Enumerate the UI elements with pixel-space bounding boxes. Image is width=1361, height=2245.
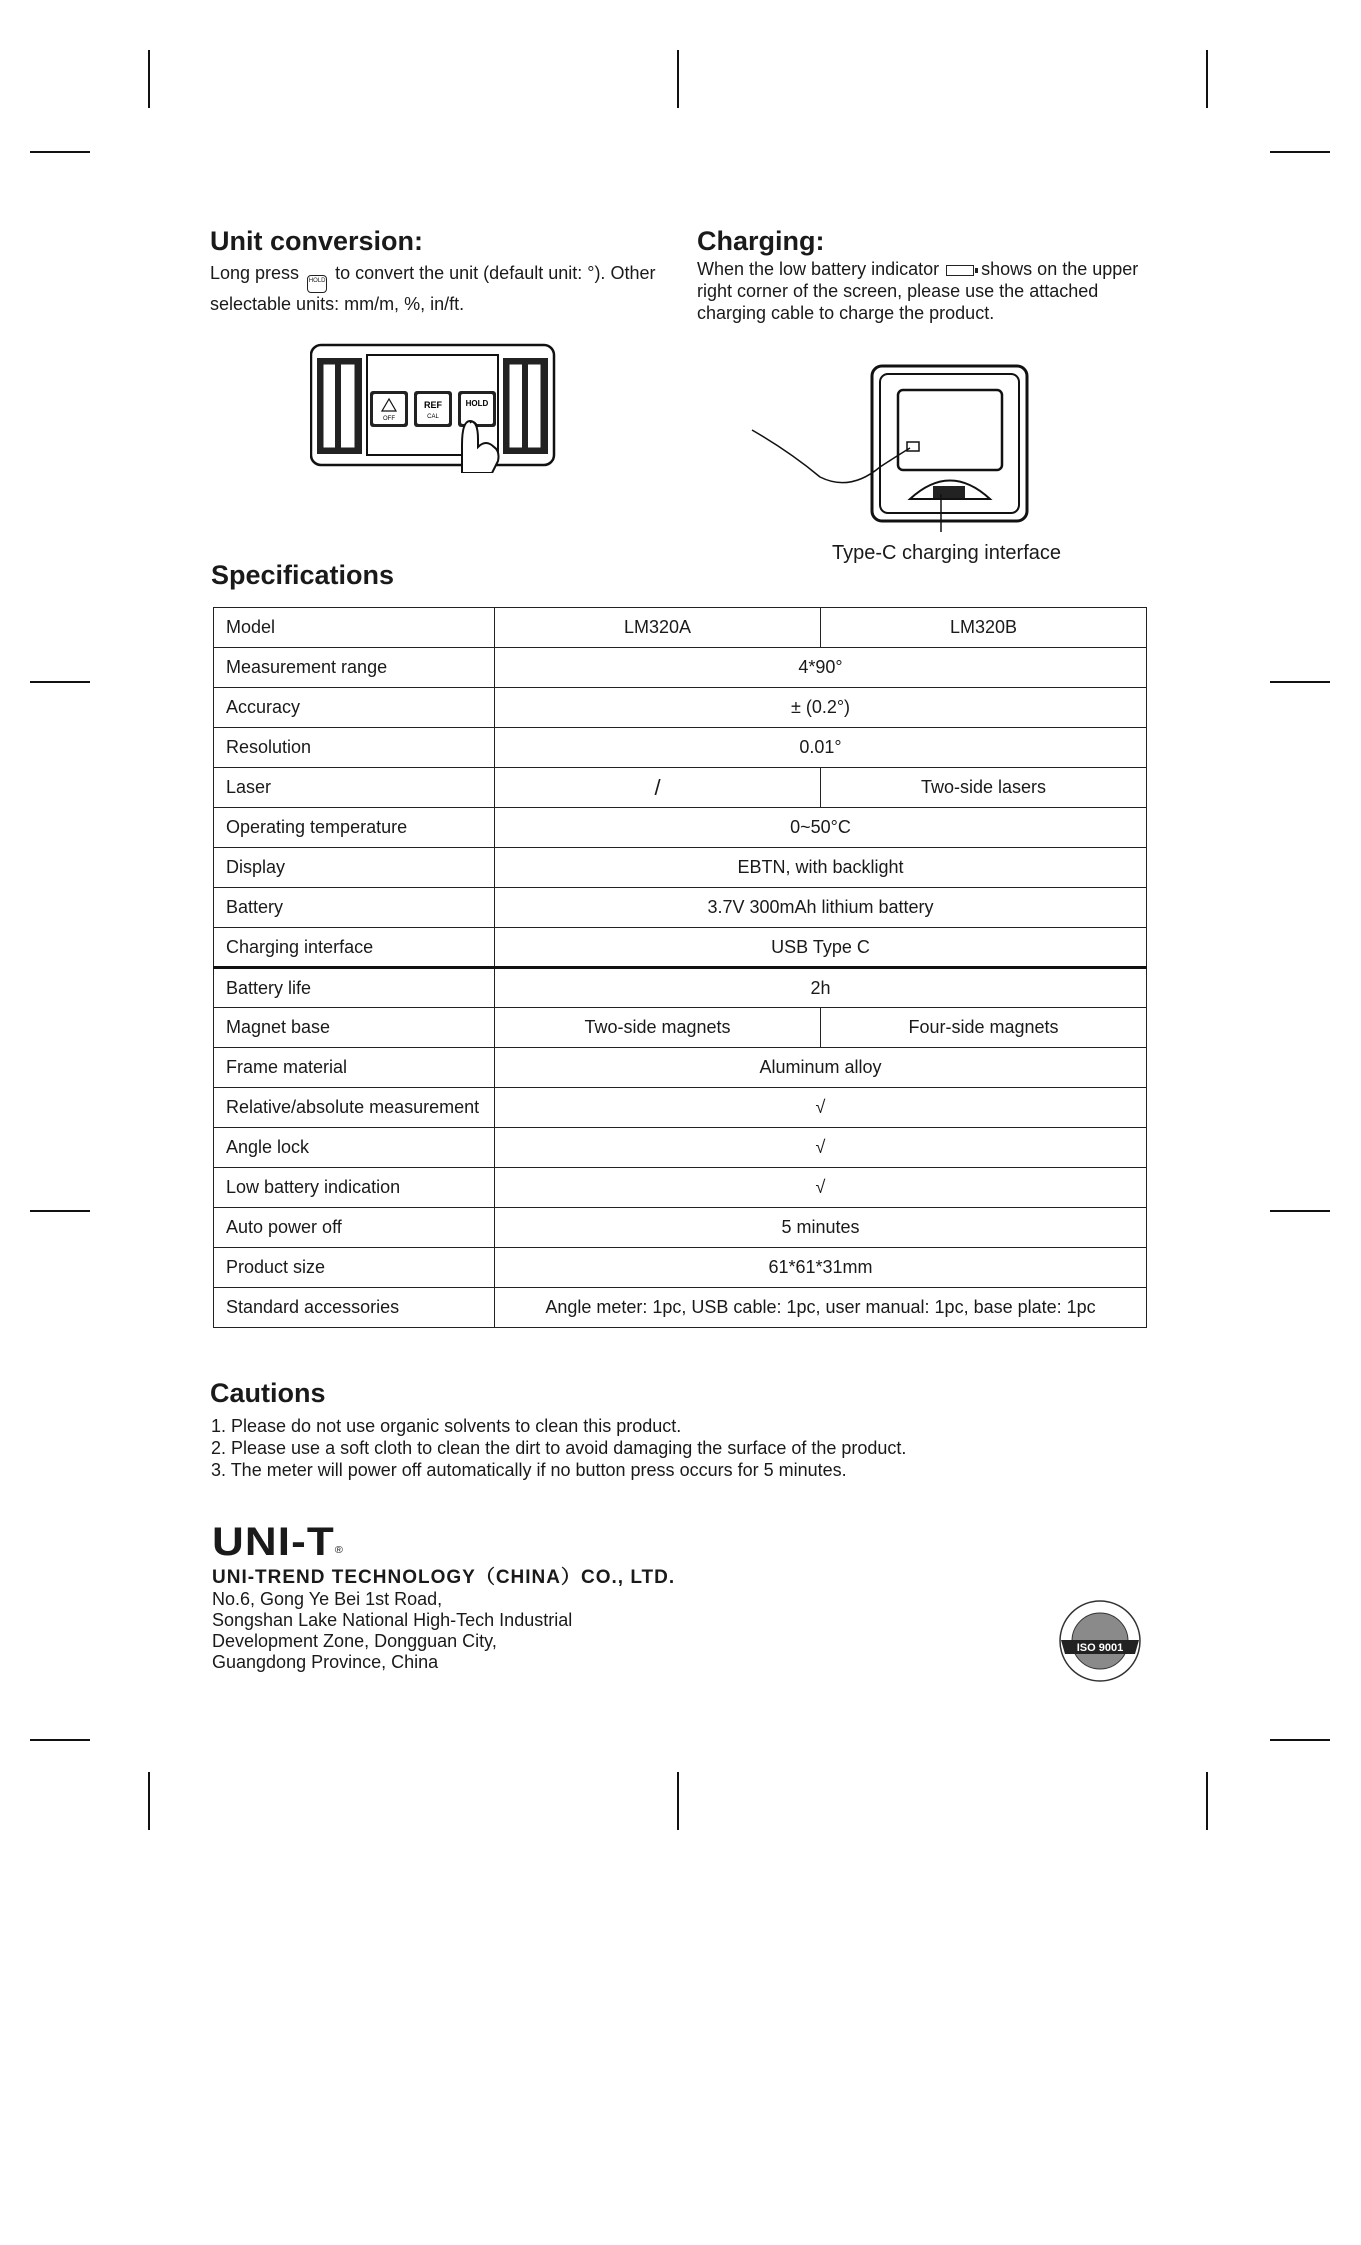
address-line: No.6, Gong Ye Bei 1st Road, <box>212 1589 443 1609</box>
spec-label: Relative/absolute measurement <box>214 1088 495 1128</box>
spec-label: Measurement range <box>214 648 495 688</box>
address-line: Guangdong Province, China <box>212 1652 439 1672</box>
spec-value: √ <box>495 1168 1147 1208</box>
table-row <box>214 848 1147 888</box>
spec-label: Battery life <box>214 968 495 1008</box>
charging-text <box>697 258 1157 324</box>
device-button-label: HOLD <box>465 399 489 408</box>
unit-conversion-text-before: Long press <box>210 263 300 283</box>
charging-line2: right corner of the screen, please use the attached <box>697 281 1099 301</box>
charging-line1-after: shows on the upper <box>981 259 1139 279</box>
table-row <box>214 808 1147 848</box>
crop-mark <box>148 50 150 108</box>
list-item: 3. The meter will power off automatically if no button press occurs for 5 minutes. <box>211 1460 847 1480</box>
table-row <box>214 1048 1147 1088</box>
crop-mark <box>1206 1772 1208 1830</box>
spec-label: Auto power off <box>214 1208 495 1248</box>
table-row <box>214 1248 1147 1288</box>
spec-label: Resolution <box>214 728 495 768</box>
spec-value: Two-side lasers <box>821 768 1147 808</box>
spec-value: LM320A <box>495 608 821 648</box>
spec-value: 3.7V 300mAh lithium battery <box>495 888 1147 928</box>
table-row <box>214 1208 1147 1248</box>
table-row <box>214 768 1147 808</box>
unit-conversion-text <box>210 262 680 315</box>
spec-value: Two-side magnets <box>495 1008 821 1048</box>
spec-value: ± (0.2°) <box>495 688 1147 728</box>
table-row <box>214 608 1147 648</box>
table-row <box>214 1168 1147 1208</box>
spec-label: Angle lock <box>214 1128 495 1168</box>
crop-mark <box>148 1772 150 1830</box>
charging-interface-caption: Type-C charging interface <box>832 542 1062 564</box>
spec-value: EBTN, with backlight <box>495 848 1147 888</box>
spec-value: 0~50°C <box>495 808 1147 848</box>
spec-label: Standard accessories <box>214 1288 495 1328</box>
spec-value: LM320B <box>821 608 1147 648</box>
table-row <box>214 968 1147 1008</box>
spec-value: 5 minutes <box>495 1208 1147 1248</box>
spec-label: Frame material <box>214 1048 495 1088</box>
uni-t-logo: UNI-T® <box>212 1520 345 1564</box>
address-line: Development Zone, Dongguan City, <box>212 1631 497 1651</box>
crop-mark <box>30 151 90 153</box>
spec-value: Aluminum alloy <box>495 1048 1147 1088</box>
charging-illustration <box>750 362 1030 537</box>
table-row <box>214 1128 1147 1168</box>
spec-label: Accuracy <box>214 688 495 728</box>
charging-line1-before: When the low battery indicator <box>697 259 940 279</box>
crop-mark <box>677 1772 679 1830</box>
specifications-table <box>213 607 1147 1328</box>
cautions-title: Cautions <box>210 1378 326 1408</box>
spec-value: 4*90° <box>495 648 1147 688</box>
spec-value: √ <box>495 1128 1147 1168</box>
spec-label: Magnet base <box>214 1008 495 1048</box>
table-row <box>214 1288 1147 1328</box>
charging-title: Charging: <box>697 226 825 256</box>
table-row <box>214 688 1147 728</box>
svg-text:ISO 9001: ISO 9001 <box>1076 1642 1124 1654</box>
table-row <box>214 1088 1147 1128</box>
address-line: Songshan Lake National High-Tech Industrial <box>212 1610 573 1630</box>
table-row <box>214 648 1147 688</box>
spec-label: Product size <box>214 1248 495 1288</box>
list-item: 1. Please do not use organic solvents to clean this product. <box>211 1416 682 1436</box>
cautions-list <box>211 1415 906 1481</box>
spec-label: Model <box>214 608 495 648</box>
table-row <box>214 1008 1147 1048</box>
spec-value: 61*61*31mm <box>495 1248 1147 1288</box>
crop-mark <box>1270 1739 1330 1741</box>
crop-mark <box>1270 681 1330 683</box>
crop-mark <box>30 681 90 683</box>
crop-mark <box>30 1210 90 1212</box>
specifications-title: Specifications <box>211 560 395 590</box>
spec-label: Battery <box>214 888 495 928</box>
company-name: UNI-TREND TECHNOLOGY（CHINA）CO., LTD. <box>212 1567 676 1588</box>
company-address <box>212 1589 572 1673</box>
device-button-label: OFF <box>383 416 395 422</box>
hold-button-icon: HOLD <box>307 275 327 293</box>
spec-label: Operating temperature <box>214 808 495 848</box>
crop-mark <box>677 50 679 108</box>
charging-line3: charging cable to charge the product. <box>697 303 995 323</box>
crop-mark <box>1206 50 1208 108</box>
spec-value: Angle meter: 1pc, USB cable: 1pc, user manual: 1pc, base plate: 1pc <box>495 1288 1147 1328</box>
spec-value: 0.01° <box>495 728 1147 768</box>
crop-mark <box>1270 1210 1330 1212</box>
table-row <box>214 728 1147 768</box>
unit-conversion-text-after: to convert the unit (default unit: °). Other <box>335 263 656 283</box>
unit-conversion-line2: selectable units: mm/m, %, in/ft. <box>210 294 465 314</box>
table-row <box>214 888 1147 928</box>
spec-value: 2h <box>495 968 1147 1008</box>
spec-value: √ <box>495 1088 1147 1128</box>
spec-label: Display <box>214 848 495 888</box>
iso-9001-seal-icon <box>1055 1596 1145 1686</box>
spec-value: Four-side magnets <box>821 1008 1147 1048</box>
device-button-label: CAL <box>427 414 439 420</box>
unit-conversion-title: Unit conversion: <box>210 226 424 256</box>
spec-value: / <box>495 768 821 808</box>
low-battery-icon <box>946 265 974 276</box>
list-item: 2. Please use a soft cloth to clean the dirt to avoid damaging the surface of the product. <box>211 1438 907 1458</box>
spec-label: Low battery indication <box>214 1168 495 1208</box>
device-buttons-illustration <box>310 343 556 473</box>
spec-label: Charging interface <box>214 928 495 968</box>
device-button-label: REF <box>424 400 442 410</box>
spec-label: Laser <box>214 768 495 808</box>
crop-mark <box>30 1739 90 1741</box>
spec-value: USB Type C <box>495 928 1147 968</box>
crop-mark <box>1270 151 1330 153</box>
table-row <box>214 928 1147 968</box>
